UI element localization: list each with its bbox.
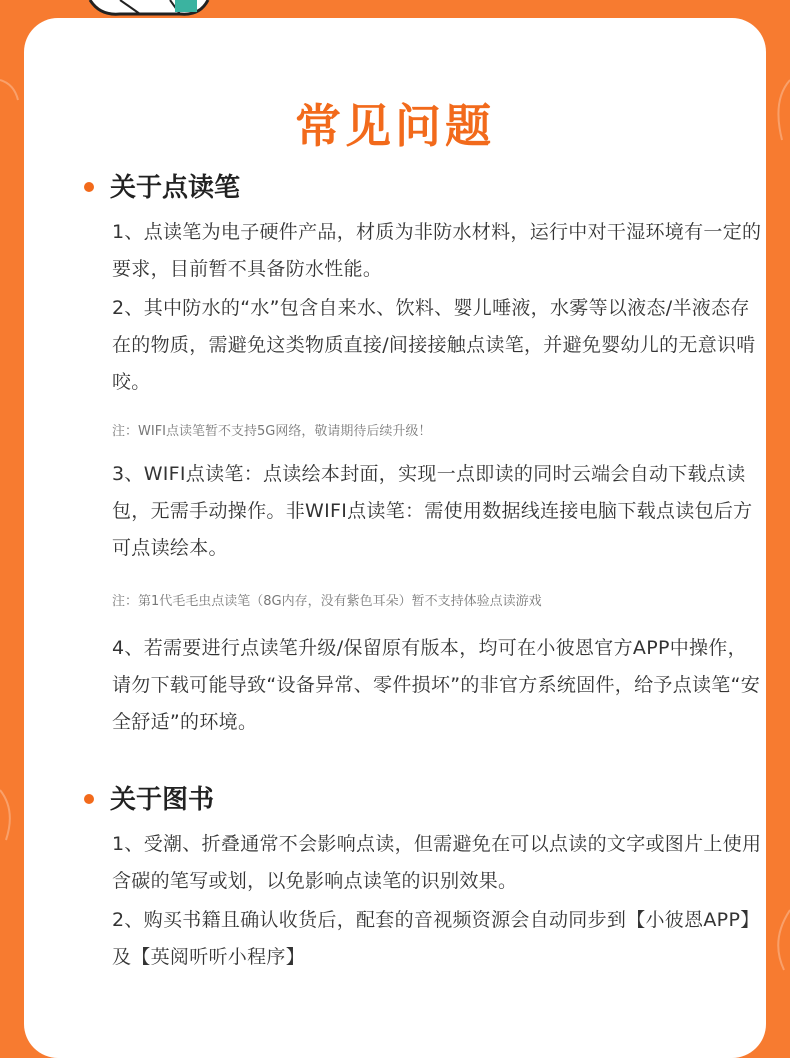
pen-paragraph-4: 4、若需要进行点读笔升级/保留原有版本，均可在小彼恩官方APP中操作，请勿下载可能导致“设备异常、零件损坏”的非官方系统固件，给予点读笔“安全舒适”的环境。	[112, 637, 761, 733]
faq-card	[24, 18, 766, 1058]
right-doodle	[766, 70, 790, 150]
left-doodle	[0, 60, 24, 120]
section-heading-text: 关于点读笔	[110, 173, 241, 203]
pen-note-2: 注：第1代毛毛虫点读笔（8G内存，没有紫色耳朵）暂不支持体验点读游戏	[112, 594, 542, 609]
book-paragraph-1: 1、受潮、折叠通常不会影响点读，但需避免在可以点读的文字或图片上使用含碳的笔写或划，以免影响点读笔的识别效果。	[112, 833, 762, 892]
bottom-right-doodle	[766, 900, 790, 980]
bottom-left-doodle	[0, 780, 24, 860]
section-heading-text: 关于图书	[110, 785, 215, 815]
pen-paragraph-1: 1、点读笔为电子硬件产品，材质为非防水材料，运行中对干湿环境有一定的要求，目前暂不具备防水性能。	[112, 221, 762, 280]
pen-note-1: 注：WIFI点读笔暂不支持5G网络，敬请期待后续升级！	[112, 424, 432, 439]
section-heading-pen	[84, 170, 240, 206]
book-paragraph-2: 2、购买书籍且确认收货后，配套的音视频资源会自动同步到【小彼恩APP】及【英阅听听小程序】	[112, 909, 760, 968]
pen-paragraph-3: 3、WIFI点读笔：点读绘本封面，实现一点即读的同时云端会自动下载点读包，无需手动操作。非WIFI点读笔：需使用数据线连接电脑下载点读包后方可点读绘本。	[112, 463, 753, 559]
section-heading-books	[84, 782, 214, 818]
bullet-dot-icon	[84, 182, 94, 192]
bullet-dot-icon	[84, 794, 94, 804]
page-title: 常见问题	[295, 99, 495, 153]
pen-paragraph-2: 2、其中防水的“水”包含自来水、饮料、婴儿唾液，水雾等以液态/半液态存在的物质，需避免这类物质直接/间接接触点读笔，并避免婴幼儿的无意识啃咬。	[112, 297, 756, 393]
